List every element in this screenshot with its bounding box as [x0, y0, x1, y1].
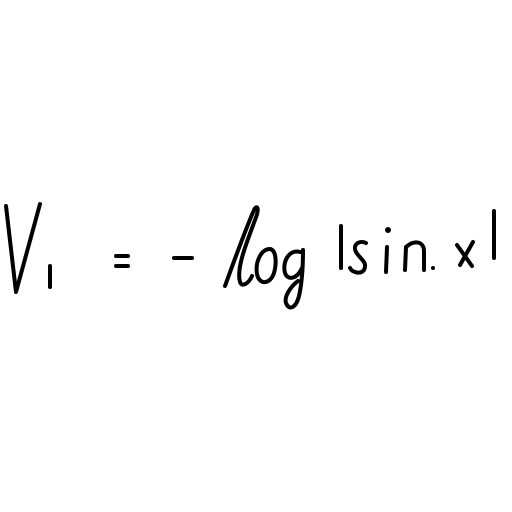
glyph-equals: [116, 256, 128, 266]
glyph-n: [405, 242, 424, 270]
glyph-o: [257, 249, 276, 282]
glyph-n-dot: [431, 266, 435, 270]
glyph-V: [6, 204, 40, 292]
glyph-x: [457, 242, 473, 266]
glyph-g: [284, 250, 303, 307]
glyph-i-dot: [385, 227, 391, 233]
glyph-s: [350, 242, 366, 273]
glyph-i: [386, 247, 387, 272]
glyph-l: [225, 207, 258, 286]
